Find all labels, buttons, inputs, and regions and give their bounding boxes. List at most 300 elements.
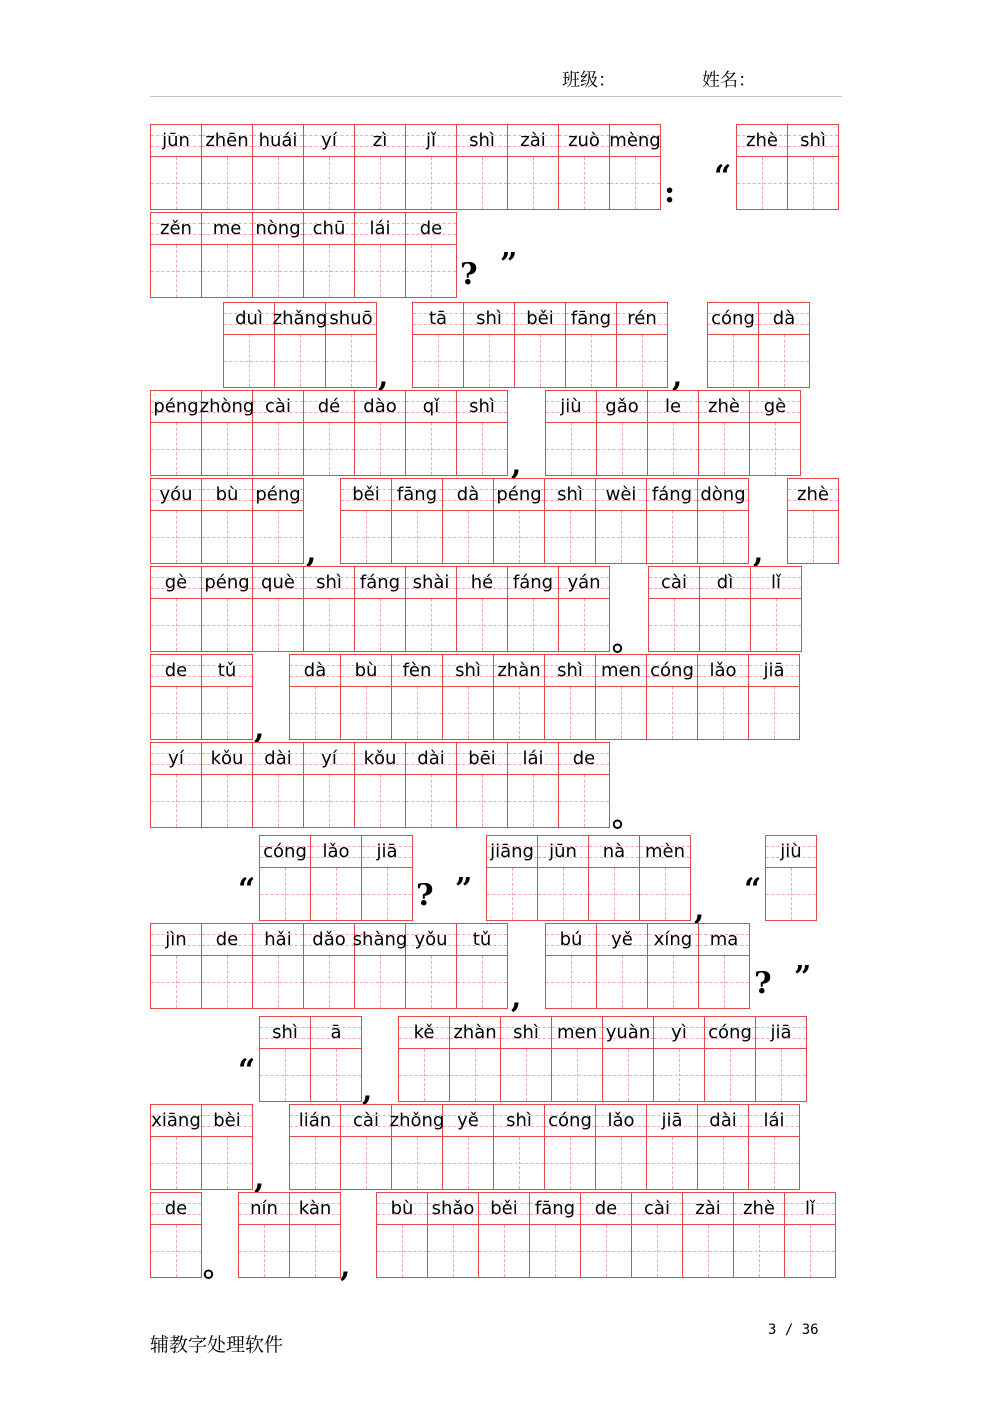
writing-cell [683,1193,734,1277]
hanzi-box[interactable] [406,955,456,1008]
hanzi-box[interactable] [304,955,354,1008]
hanzi-box[interactable] [326,334,376,387]
hanzi-box[interactable] [648,422,698,475]
hanzi-box[interactable] [202,244,252,297]
pinyin-box [479,1193,529,1224]
hanzi-box[interactable] [362,867,412,920]
hanzi-box[interactable] [683,1224,733,1277]
hanzi-box[interactable] [648,955,698,1008]
hanzi-box[interactable] [508,598,558,651]
hanzi-box[interactable] [443,510,493,563]
writing-cell [546,391,597,475]
hanzi-box[interactable] [202,510,252,563]
writing-cell [253,125,304,209]
pinyin-text: dà [456,484,480,505]
pinyin-box [457,743,507,774]
pinyin-text: cóng [263,841,307,862]
writing-cell [202,213,253,297]
pinyin-text: dòng [700,484,746,505]
writing-cell [494,655,545,739]
hanzi-box[interactable] [355,598,405,651]
writing-cell [750,391,800,475]
writing-cell [749,1105,799,1189]
hanzi-box[interactable] [392,1136,442,1189]
hanzi-box[interactable] [581,1224,631,1277]
writing-cell [341,479,392,563]
punctuation-mark: “ [238,872,256,907]
pinyin-box [788,479,838,510]
writing-cell [538,836,589,920]
hanzi-box[interactable] [355,244,405,297]
pinyin-box [443,655,493,686]
hanzi-box[interactable] [788,510,838,563]
hanzi-box[interactable] [698,510,748,563]
hanzi-box[interactable] [545,686,595,739]
writing-cell [413,303,464,387]
hanzi-box[interactable] [457,598,507,651]
pinyin-text: zhè [743,1198,775,1219]
hanzi-box[interactable] [253,774,303,827]
cell-group [238,1192,341,1278]
pinyin-box [751,567,801,598]
writing-cell [530,1193,581,1277]
pinyin-text: de [215,929,239,950]
writing-cell [202,1105,252,1189]
hanzi-box[interactable] [700,598,750,651]
pinyin-box [530,1193,580,1224]
pinyin-box [494,655,544,686]
writing-cell [290,655,341,739]
writing-cell [341,1105,392,1189]
hanzi-box[interactable] [260,1048,310,1101]
hanzi-box[interactable] [589,867,639,920]
hanzi-box[interactable] [311,1048,361,1101]
hanzi-box[interactable] [341,1136,391,1189]
hanzi-box[interactable] [647,1136,697,1189]
hanzi-box[interactable] [597,422,647,475]
pinyin-box [202,125,252,156]
writing-cell [546,924,597,1008]
hanzi-box[interactable] [698,686,748,739]
hanzi-box[interactable] [253,510,303,563]
writing-cell [443,655,494,739]
pinyin-box [785,1193,835,1224]
pinyin-box [699,391,749,422]
hanzi-box[interactable] [239,1224,289,1277]
hanzi-box[interactable] [275,334,325,387]
pinyin-box [253,479,303,510]
pinyin-text: zhòng [199,396,255,417]
pinyin-box [450,1017,500,1048]
pinyin-box [311,836,361,867]
writing-cell [785,1193,835,1277]
writing-cell [253,743,304,827]
hanzi-box[interactable] [260,867,310,920]
pinyin-text: yóu [159,484,193,505]
hanzi-box[interactable] [151,598,201,651]
pinyin-text: jǐ [425,130,436,151]
pinyin-text: xiāng [151,1110,201,1131]
pinyin-box [341,1105,391,1136]
hanzi-box[interactable] [399,1048,449,1101]
hanzi-box[interactable] [603,1048,653,1101]
hanzi-box[interactable] [750,422,800,475]
pinyin-text: zài [695,1198,721,1219]
hanzi-box[interactable] [151,156,201,209]
hanzi-box[interactable] [253,156,303,209]
writing-cell [355,743,406,827]
hanzi-box[interactable] [377,1224,427,1277]
hanzi-box[interactable] [151,244,201,297]
writing-cell [603,1017,654,1101]
pinyin-text: dài [417,748,445,769]
hanzi-box[interactable] [406,598,456,651]
punctuation-mark: , [306,535,317,570]
hanzi-box[interactable] [596,510,646,563]
hanzi-box[interactable] [304,598,354,651]
pinyin-box [355,213,405,244]
pinyin-box [253,125,303,156]
cell-group [223,302,377,388]
hanzi-box[interactable] [253,244,303,297]
hanzi-box[interactable] [530,1224,580,1277]
grid-row [0,742,992,834]
pinyin-box [759,303,809,334]
hanzi-box[interactable] [304,422,354,475]
hanzi-box[interactable] [785,1224,835,1277]
hanzi-box[interactable] [406,774,456,827]
pinyin-text: gǎo [605,396,639,417]
pinyin-text: jiù [780,841,802,862]
pinyin-box [457,125,507,156]
pinyin-box [304,391,354,422]
hanzi-box[interactable] [766,867,816,920]
hanzi-box[interactable] [151,686,201,739]
pinyin-box [647,655,697,686]
hanzi-box[interactable] [617,334,667,387]
hanzi-box[interactable] [355,774,405,827]
hanzi-box[interactable] [443,686,493,739]
pinyin-box [311,1017,361,1048]
pinyin-text: běi [526,308,554,329]
cell-group [150,566,610,652]
writing-cell [406,125,457,209]
hanzi-box[interactable] [596,686,646,739]
pinyin-box [443,1105,493,1136]
hanzi-box[interactable] [649,598,699,651]
hanzi-box[interactable] [699,955,749,1008]
punctuation-mark: , [511,980,522,1015]
hanzi-box[interactable] [151,774,201,827]
grid-row [0,212,992,298]
pinyin-text: chū [312,218,346,239]
hanzi-box[interactable] [749,686,799,739]
pinyin-box [552,1017,602,1048]
hanzi-box[interactable] [450,1048,500,1101]
hanzi-box[interactable] [545,510,595,563]
cell-group [736,124,839,210]
writing-cell [596,479,647,563]
pinyin-text: dé [317,396,341,417]
hanzi-box[interactable] [151,422,201,475]
hanzi-box[interactable] [355,422,405,475]
hanzi-box[interactable] [508,156,558,209]
hanzi-box[interactable] [304,774,354,827]
writing-cell [508,125,559,209]
hanzi-box[interactable] [734,1224,784,1277]
writing-cell [734,1193,785,1277]
hanzi-box[interactable] [406,244,456,297]
pinyin-text: jūn [162,130,190,151]
hanzi-box[interactable] [202,156,252,209]
hanzi-box[interactable] [559,598,609,651]
hanzi-box[interactable] [596,1136,646,1189]
pinyin-box [290,655,340,686]
hanzi-box[interactable] [341,510,391,563]
writing-cell [699,391,750,475]
hanzi-box[interactable] [610,156,660,209]
hanzi-box[interactable] [355,955,405,1008]
hanzi-box[interactable] [545,1136,595,1189]
hanzi-box[interactable] [654,1048,704,1101]
hanzi-box[interactable] [494,686,544,739]
pinyin-box [341,655,391,686]
pinyin-text: cài [644,1198,670,1219]
hanzi-box[interactable] [759,334,809,387]
writing-cell [647,1105,698,1189]
cell-group [150,390,508,476]
pinyin-text: yán [567,572,601,593]
pinyin-text: kě [413,1022,435,1043]
hanzi-box[interactable] [788,156,838,209]
hanzi-box[interactable] [202,1136,252,1189]
hanzi-box[interactable] [304,244,354,297]
cell-group [289,1104,800,1190]
hanzi-box[interactable] [406,156,456,209]
hanzi-box[interactable] [311,867,361,920]
hanzi-box[interactable] [494,1136,544,1189]
pinyin-text: shì [513,1022,539,1043]
pinyin-text: jiā [763,660,785,681]
hanzi-box[interactable] [290,686,340,739]
writing-cell [260,1017,311,1101]
hanzi-box[interactable] [632,1224,682,1277]
hanzi-box[interactable] [699,422,749,475]
cell-group [765,835,817,921]
pinyin-box [304,924,354,955]
grid-row [0,1192,992,1284]
hanzi-box[interactable] [487,867,537,920]
pinyin-text: shì [455,660,481,681]
hanzi-box[interactable] [428,1224,478,1277]
pinyin-box [457,391,507,422]
pinyin-text: fāng [396,484,438,505]
hanzi-box[interactable] [253,598,303,651]
pinyin-text: hé [470,572,494,593]
pinyin-box [699,924,749,955]
pinyin-text: lái [522,748,544,769]
writing-cell [304,743,355,827]
footer-software-name: 辅教字处理软件 [150,1334,284,1356]
hanzi-box[interactable] [546,955,596,1008]
hanzi-box[interactable] [756,1048,806,1101]
pinyin-box [151,479,201,510]
pinyin-text: dì [716,572,734,593]
writing-cell [151,924,202,1008]
hanzi-box[interactable] [494,510,544,563]
pinyin-box [649,567,699,598]
pinyin-text: dài [264,748,292,769]
pinyin-text: qǐ [422,396,440,417]
hanzi-box[interactable] [253,955,303,1008]
pinyin-text: shuō [329,308,373,329]
writing-cell [708,303,759,387]
hanzi-box[interactable] [640,867,690,920]
writing-cell [151,125,202,209]
hanzi-box[interactable] [202,774,252,827]
writing-cell [648,391,699,475]
pinyin-text: péng [204,572,250,593]
writing-cell [399,1017,450,1101]
writing-cell [566,303,617,387]
hanzi-box[interactable] [443,1136,493,1189]
hanzi-box[interactable] [202,955,252,1008]
pinyin-box [508,743,558,774]
hanzi-box[interactable] [457,422,507,475]
writing-cell [202,924,253,1008]
hanzi-box[interactable] [392,510,442,563]
writing-cell [698,655,749,739]
pinyin-text: cài [353,1110,379,1131]
pinyin-box [545,479,595,510]
grid-row [0,390,992,482]
pinyin-box [355,567,405,598]
writing-cell [311,1017,361,1101]
hanzi-box[interactable] [501,1048,551,1101]
hanzi-box[interactable] [708,334,758,387]
hanzi-box[interactable] [566,334,616,387]
hanzi-box[interactable] [559,774,609,827]
hanzi-box[interactable] [151,1136,201,1189]
hanzi-box[interactable] [479,1224,529,1277]
hanzi-box[interactable] [705,1048,755,1101]
pinyin-box [596,1105,646,1136]
pinyin-text: jiāng [490,841,534,862]
writing-cell [487,836,538,920]
pinyin-text: le [664,396,682,417]
hanzi-box[interactable] [546,422,596,475]
pinyin-box [151,125,201,156]
punctuation-mark: ” [500,247,518,282]
writing-cell [151,655,202,739]
pinyin-box [559,567,609,598]
hanzi-box[interactable] [457,156,507,209]
hanzi-box[interactable] [253,422,303,475]
cell-group [259,835,413,921]
hanzi-box[interactable] [202,598,252,651]
hanzi-box[interactable] [224,334,274,387]
pinyin-box [698,479,748,510]
pinyin-text: shì [469,130,495,151]
hanzi-box[interactable] [508,774,558,827]
pinyin-text: jiā [661,1110,683,1131]
hanzi-box[interactable] [515,334,565,387]
hanzi-box[interactable] [290,1224,340,1277]
hanzi-box[interactable] [151,955,201,1008]
cell-group [648,566,802,652]
pinyin-box [508,567,558,598]
hanzi-box[interactable] [698,1136,748,1189]
hanzi-box[interactable] [647,510,697,563]
pinyin-box [749,655,799,686]
hanzi-box[interactable] [597,955,647,1008]
writing-cell [698,1105,749,1189]
hanzi-box[interactable] [457,774,507,827]
writing-cell [515,303,566,387]
pinyin-text: de [419,218,443,239]
hanzi-box[interactable] [406,422,456,475]
hanzi-box[interactable] [392,686,442,739]
pinyin-text: cóng [548,1110,592,1131]
writing-cell [253,391,304,475]
writing-cell [253,213,304,297]
writing-cell [406,391,457,475]
hanzi-box[interactable] [202,686,252,739]
pinyin-box [647,479,697,510]
writing-cell [705,1017,756,1101]
writing-cell [647,479,698,563]
hanzi-box[interactable] [552,1048,602,1101]
hanzi-box[interactable] [559,156,609,209]
writing-cell [239,1193,290,1277]
hanzi-box[interactable] [749,1136,799,1189]
hanzi-box[interactable] [647,686,697,739]
writing-cell [304,391,355,475]
pinyin-box [648,924,698,955]
hanzi-box[interactable] [151,510,201,563]
hanzi-box[interactable] [202,422,252,475]
hanzi-box[interactable] [413,334,463,387]
grid-row [0,1016,992,1108]
hanzi-box[interactable] [341,686,391,739]
writing-cell [508,567,559,651]
punctuation-mark: , [378,359,389,394]
pinyin-box [253,213,303,244]
hanzi-box[interactable] [151,1224,201,1277]
writing-cell [654,1017,705,1101]
cell-group [545,923,750,1009]
hanzi-box[interactable] [737,156,787,209]
grid-row [0,1104,992,1196]
pinyin-box [151,391,201,422]
hanzi-box[interactable] [751,598,801,651]
hanzi-box[interactable] [457,955,507,1008]
pinyin-text: péng [496,484,542,505]
hanzi-box[interactable] [538,867,588,920]
pinyin-text: nòng [255,218,301,239]
hanzi-box[interactable] [290,1136,340,1189]
pinyin-text: lǐ [770,572,781,593]
writing-cell [640,836,690,920]
pinyin-box [597,391,647,422]
hanzi-box[interactable] [464,334,514,387]
writing-cell [443,479,494,563]
hanzi-box[interactable] [355,156,405,209]
pinyin-box [647,1105,697,1136]
hanzi-box[interactable] [304,156,354,209]
writing-cell [756,1017,806,1101]
pinyin-box [464,303,514,334]
